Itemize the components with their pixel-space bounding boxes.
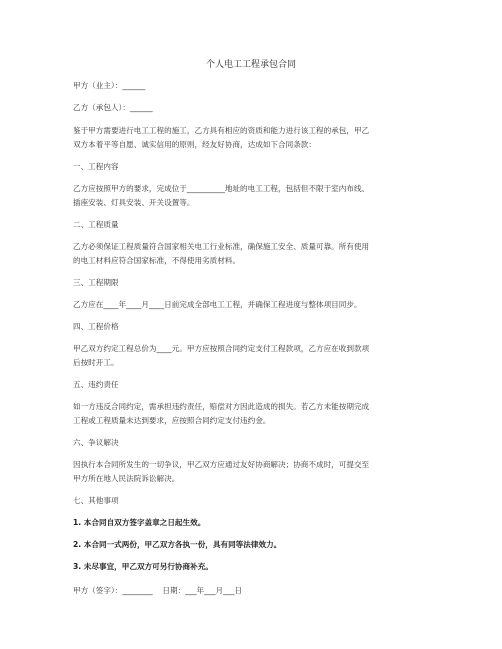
section-2-line-2: 的电工材料应符合国家标准，不得使用劣质材料。 [73, 256, 241, 265]
party-b-line: 乙方（承包人）：______ [73, 103, 153, 112]
section-4-line-2: 后按时开工。 [73, 358, 119, 367]
section-2-heading: 二、工程质量 [73, 220, 119, 229]
section-3-line-1: 乙方应在____年____月____日前完成全部电工工程，并确保工程进度与整体项目同步。 [73, 300, 362, 309]
intro-line-2: 双方本着平等自愿、诚实信用的原则，经友好协商，达成如下合同条款： [73, 140, 316, 149]
section-2-line-1: 乙方必须保证工程质量符合国家相关电工行业标准，确保施工安全、质量可靠。所有使用 [73, 242, 370, 251]
section-5-line-1: 如一方违反合同约定，需承担违约责任，赔偿对方因此造成的损失。若乙方未能按期完成 [73, 402, 370, 411]
section-7-item-2: 2. 本合同一式两份，甲乙双方各执一份，具有同等法律效力。 [73, 540, 282, 549]
intro-line-1: 鉴于甲方需要进行电工工程的施工，乙方具有相应的资质和能力进行该工程的承包，甲乙 [73, 126, 370, 135]
section-7-item-3: 3. 未尽事宜，甲乙双方可另行协商补充。 [73, 562, 213, 571]
section-6-line-2: 甲方所在地人民法院诉讼解决。 [73, 474, 180, 483]
signature-line-party-a: 甲方（签字）：________ 日期：___年___月___日 [73, 586, 243, 595]
section-1-heading: 一、工程内容 [73, 162, 119, 171]
section-7-heading: 七、其他事项 [73, 496, 119, 505]
section-1-line-1: 乙方应按照甲方的要求，完成位于__________地址的电工工程，包括但不限于室内布线、 [73, 184, 370, 193]
section-5-line-2: 工程或工程质量未达到要求，应按照合同约定支付违约金。 [73, 416, 271, 425]
section-6-heading: 六、争议解决 [73, 438, 119, 447]
section-1-line-2: 插座安装、灯具安装、开关设置等。 [73, 198, 195, 207]
party-a-line: 甲方（业主）：______ [73, 81, 146, 90]
section-5-heading: 五、违约责任 [73, 380, 119, 389]
section-6-line-1: 因执行本合同所发生的一切争议，甲乙双方应通过友好协商解决；协商不成时，可提交至 [73, 460, 370, 469]
section-3-heading: 三、工程期限 [73, 278, 119, 287]
section-4-heading: 四、工程价格 [73, 322, 119, 331]
document-title: 个人电工工程承包合同 [205, 60, 296, 70]
section-4-line-1: 甲乙双方约定工程总价为____元。甲方应按照合同约定支付工程款项，乙方应在收到款项 [73, 344, 370, 353]
section-7-item-1: 1. 本合同自双方签字盖章之日起生效。 [73, 518, 206, 527]
